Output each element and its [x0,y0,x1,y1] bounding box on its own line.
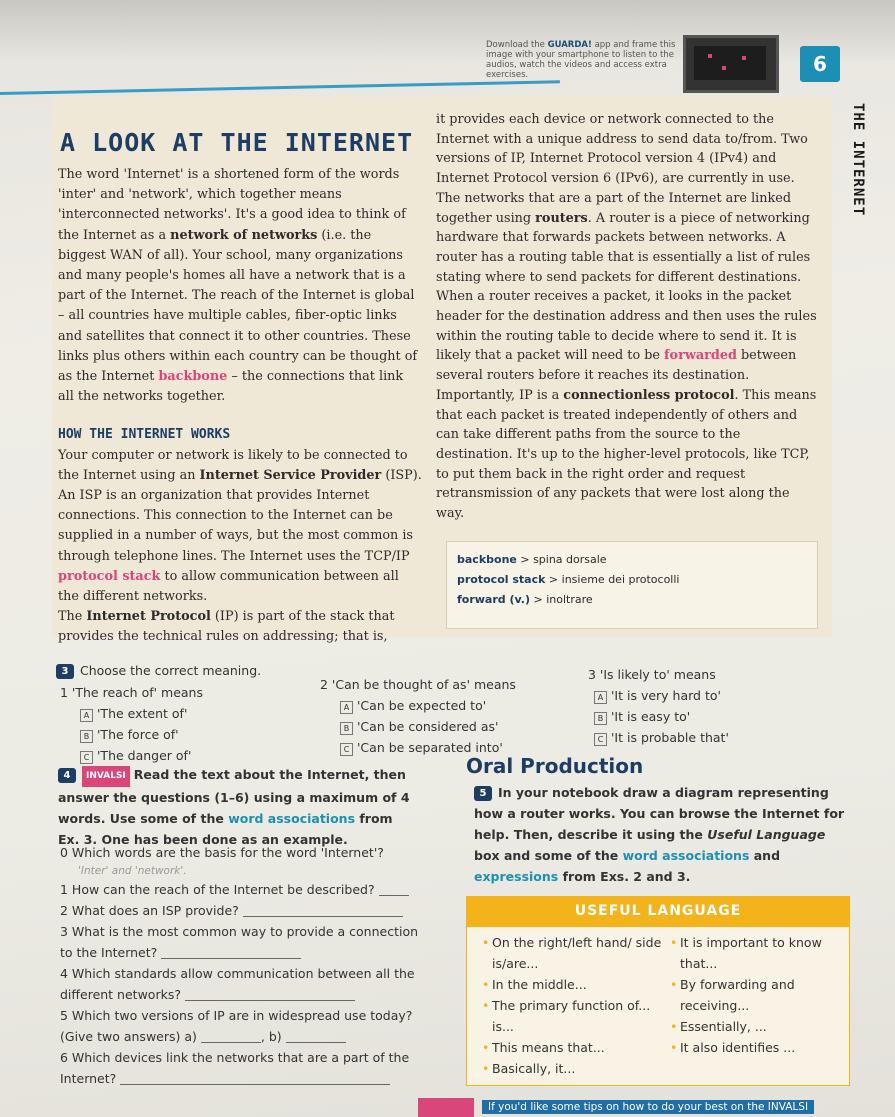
glossary-item: protocol stack > insieme dei protocolli [457,573,680,586]
example-answer: 'Inter' and 'network'. [78,865,187,877]
video-thumbnail[interactable] [683,35,779,93]
exercise-5: 5 In your notebook draw a diagram representing how a router works. You can browse the Internet for help. Then, describe it using the Useful Language box and some of the word associations and expressions from Exs. 2 and 3. [474,785,845,884]
phrase: • Basically, it... [482,1058,662,1079]
subheading: HOW THE INTERNET WORKS [58,427,231,443]
option[interactable]: C 'The danger of' [60,745,310,766]
answer-line[interactable] [243,904,403,917]
option[interactable]: A 'Can be expected to' [320,695,580,716]
page-number: 6 [800,46,840,82]
option[interactable]: C 'Can be separated into' [320,737,580,758]
useful-language-left [482,932,662,1079]
option[interactable]: C 'It is probable that' [588,727,848,748]
phrase: • Essentially, ... [670,1016,840,1037]
answer-line[interactable] [286,1030,346,1043]
useful-language-right [670,932,840,1058]
glossary-item: forward (v.) > inoltrare [457,593,593,606]
exercise-4-intro: 4 INVALSI Read the text about the Internet, then answer the questions (1–6) using a maximum of 4 words. Use some of the word associations from Ex. 3. One has been done as an example. [58,767,410,847]
invalsi-tag: INVALSI [82,766,130,787]
option[interactable]: A 'The extent of' [60,703,310,724]
exercise-3-q1: 1 'The reach of' means A 'The extent of' B 'The force of' C 'The danger of' [60,682,310,766]
answer-line[interactable] [379,883,409,896]
glossary-box [446,541,818,629]
download-note: Download the GUARDA! app and frame this image with your smartphone to listen to the audios, watch the videos and access extra exercises. [486,40,676,80]
phrase: • On the right/left hand/ side is/are... [482,932,662,974]
header-rule [0,80,560,95]
article-column-right: it provides each device or network connected to the Internet with a unique address to send data to/from. Two versions of IP, Internet Protocol version 4 (IPv4) and Internet Protocol version 6 (IPv6), are currently in use. The networks that are a part of the Internet are linked together using routers. A router is a piece of networking hardware that forwards packets between networks. A router has a routing table that is essentially a list of rules stating where to send packets for different destinations. When a router receives a packet, it looks in the packet header for the destination address and then uses the rules within the routing table to decide where to send it. It is likely that a packet will need to be forwarded between several routers before it reaches its destination. Importantly, IP is a connectionless protocol. This means that each packet is treated independently of others and can take different paths from the source to the destination. It's up to the higher-level protocols, like TCP, to put them back in the right order and request retransmission of any packets that were lost along the way. [436,112,817,522]
option[interactable]: A 'It is very hard to' [588,685,848,706]
keyword-forwarded: forwarded [664,348,737,364]
article-column-left: The word 'Internet' is a shortened form of the words 'inter' and 'network', which together means 'interconnected networks'. It's a good idea to think of the Internet as a network of networks (i.e. the biggest WAN of all). Your school, many organizations and many people's homes all have a network that is a part of the Internet. The reach of the Internet is global – all countries have multiple cables, fiber-optic links and satellites that connect it to other countries. These links plus others within each country can be thought of as the Internet backbone – the connections that link all the networks together. HOW THE INTERNET WORKS Your computer or network is likely to be connected to the Internet using an Internet Service Provider (ISP). An ISP is an organization that provides Internet connections. This connection to the Internet can be supplied in a number of ways, but the most common is through telephone lines. The Internet uses the TCP/IP protocol stack to allow communication between all the different networks. The Internet Protocol (IP) is part of the stack that provides the technical rules on addressing; that is, [58,167,422,645]
answer-line[interactable] [201,1030,261,1043]
exercise-number: 3 [56,664,74,679]
phrase: • It also identifies ... [670,1037,840,1058]
option[interactable]: B 'It is easy to' [588,706,848,727]
phrase: • This means that... [482,1037,662,1058]
footer-tip: If you'd like some tips on how to do your best on the INVALSI [482,1100,814,1114]
app-name: GUARDA! [547,40,592,50]
answer-line[interactable] [120,1072,390,1085]
option[interactable]: B 'Can be considered as' [320,716,580,737]
exercise-3-q3: 3 'Is likely to' means A 'It is very hard to' B 'It is easy to' C 'It is probable that' [588,664,848,748]
answer-line[interactable] [185,988,355,1001]
keyword-backbone: backbone [158,369,228,385]
oral-production-heading: Oral Production [466,754,644,778]
exercise-4-questions: 0 Which words are the basis for the word 'Internet'? 'Inter' and 'network'. 1 How can the reach of the Internet be described? 2 What does an ISP provide? 3 What is the most common way to provide a connection to the Internet? 4 Which standards allow communication between all the different networks? 5 Which two versions of IP are in widespread use today? (Give two answers) a) , b) 6 Which devices link the networks that are a part of the Internet? [60,842,430,1089]
exercise-3-q2: 2 'Can be thought of as' means A 'Can be expected to' B 'Can be considered as' C 'Can be separated into' [320,674,580,758]
footer-accent [418,1098,474,1117]
video-dot [742,56,746,60]
phrase: • By forwarding and receiving... [670,974,840,1016]
side-tab: THE INTERNET [850,103,866,217]
exercise-number: 5 [474,786,492,801]
keyword-protocol-stack: protocol stack [58,568,161,584]
option[interactable]: B 'The force of' [60,724,310,745]
video-screen [694,46,766,80]
exercise-3-title: 3 Choose the correct meaning. [56,660,456,681]
article-title: A LOOK AT THE INTERNET [60,128,414,157]
phrase: • The primary function of... is... [482,995,662,1037]
exercise-number: 4 [58,768,76,783]
glossary-item: backbone > spina dorsale [457,553,607,566]
video-dot [722,66,726,70]
answer-line[interactable] [161,946,301,959]
phrase: • In the middle... [482,974,662,995]
phrase: • It is important to know that... [670,932,840,974]
video-dot [708,54,712,58]
useful-language-title: USEFUL LANGUAGE [466,896,850,926]
